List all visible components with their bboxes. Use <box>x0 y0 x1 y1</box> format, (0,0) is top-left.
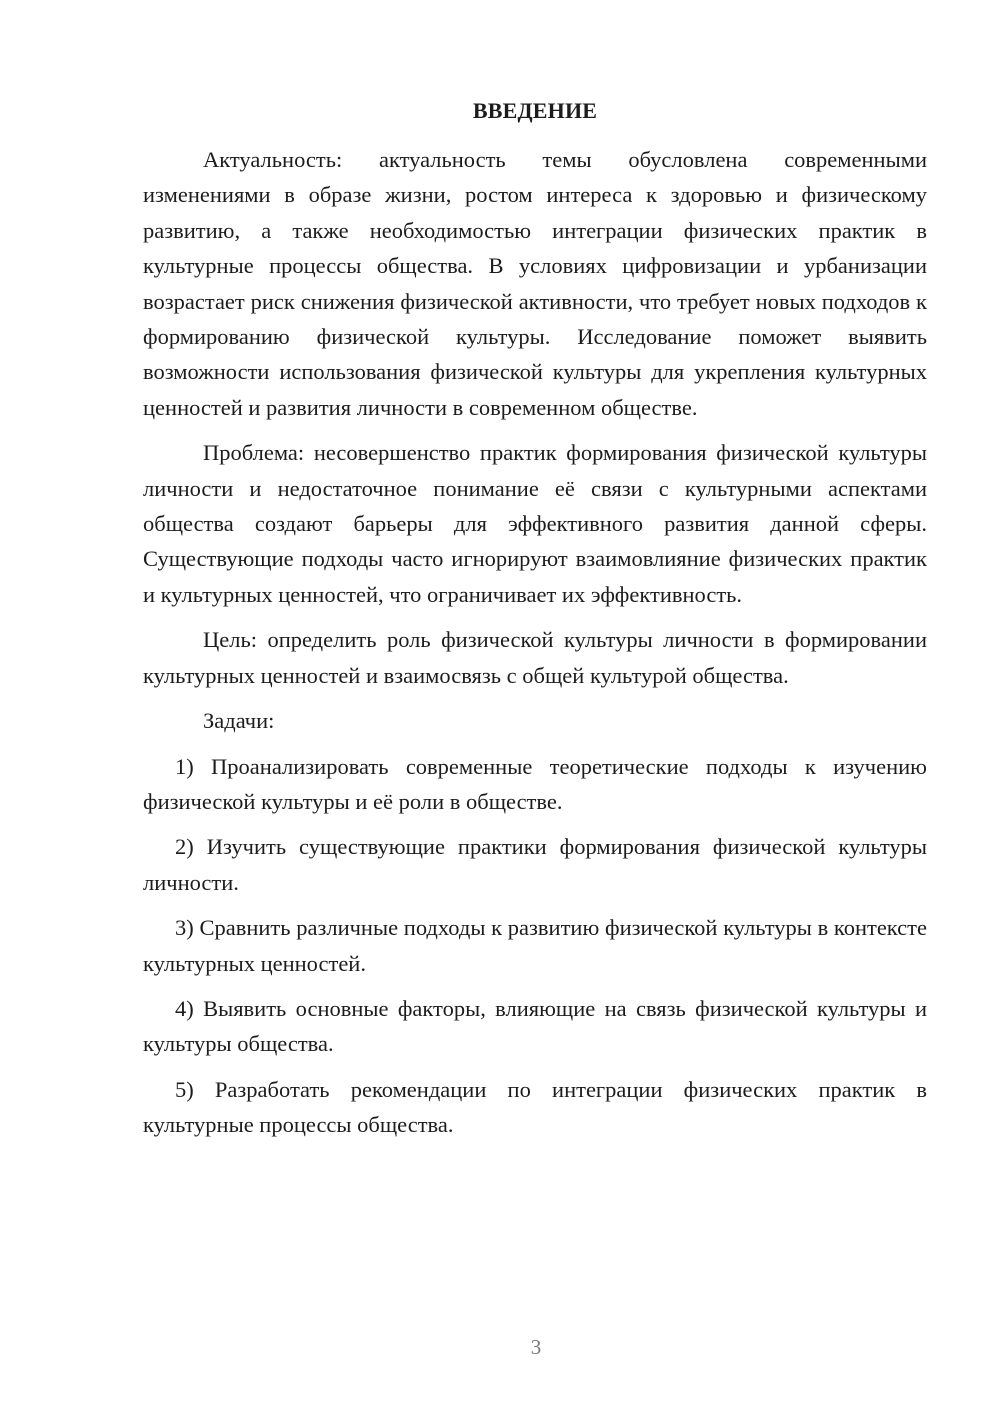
section-heading: ВВЕДЕНИЕ <box>472 98 598 123</box>
document-body <box>143 142 927 1153</box>
task-item-3: 3) Сравнить различные подходы к развитию физической культуры в контексте культурных ценностей. <box>143 915 927 976</box>
task-item-5: 5) Разработать рекомендации по интеграции физических практик в культурные процессы общества. <box>143 1076 927 1138</box>
problem-paragraph: Проблема: несовершенство практик формирования физической культуры личности и недостаточное понимание её связи с культурными аспектами общества создают барьеры для эффективного развития данной сферы. Существующие подходы часто игнорируют взаимовлияние физических практик и культурных ценностей, что ограничивает их эффективность. <box>143 440 927 607</box>
page-number: 3 <box>530 1335 542 1359</box>
tasks-list <box>143 749 927 1143</box>
tasks-label: Задачи: <box>203 708 275 734</box>
task-item-4: 4) Выявить основные факторы, влияющие на связь физической культуры и культуры общества. <box>143 995 927 1057</box>
goal-paragraph: Цель: определить роль физической культуры личности в формировании культурных ценностей и взаимосвязь с общей культурой общества. <box>143 627 927 688</box>
task-item-2: 2) Изучить существующие практики формирования физической культуры личности. <box>143 834 927 895</box>
task-item-1: 1) Проанализировать современные теоретические подходы к изучению физической культуры и её роли в обществе. <box>143 753 927 814</box>
relevance-paragraph: Актуальность: актуальность темы обусловлена современными изменениями в образе жизни, ростом интереса к здоровью и физическому развитию, а также необходимостью интеграции физических практик в культурные процессы общества. В условиях цифровизации и урбанизации возрастает риск снижения физической активности, что требует новых подходов к формированию физической культуры. Исследование поможет выявить возможности использования физической культуры для укрепления культурных ценностей и развития личности в современном обществе. <box>143 147 927 420</box>
